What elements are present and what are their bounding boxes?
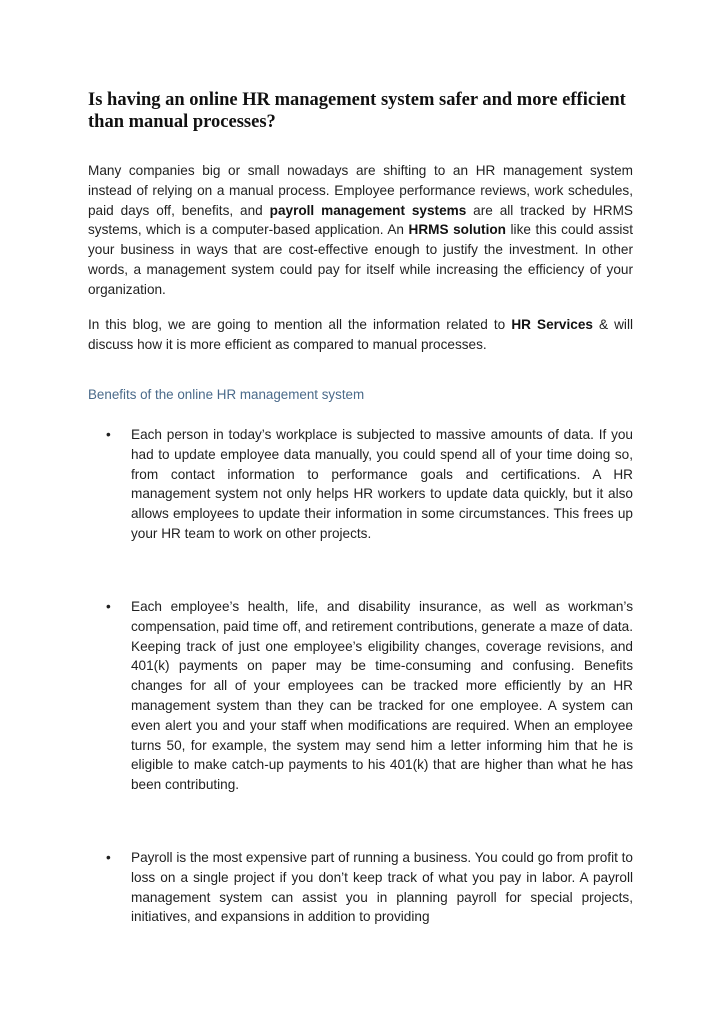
page-title: Is having an online HR management system safer and more efficient than manual processes? [88, 90, 626, 132]
hr-services-bold: HR Services [511, 317, 593, 332]
list-item [106, 425, 633, 544]
intro-text-2: are all tracked by HRMS systems, which is a computer-based application. An [88, 202, 633, 238]
intro-text-1: Many companies big or small nowadays are shifting to an HR management system instead of relying on a manual process. Employee performance reviews, work schedules, paid days off, benefits, and [88, 163, 633, 218]
list-item [106, 848, 633, 927]
list-item-text: Each person in today’s workplace is subjected to massive amounts of data. If you had to update employee data manually, you could spend all of your time doing so, from contact information to performance goals and certifications. A HR management system not only helps HR workers to update data quickly, but it also allows employees to update their information in some circumstances. This frees up your HR team to work on other projects. [131, 427, 633, 541]
bullet-icon: • [106, 850, 111, 865]
intro-paragraph [88, 161, 633, 300]
intro-text-3: like this could assist your business in ways that are cost-effective enough to justify the investment. In other words, a management system could pay for itself while increasing the efficiency of your organization. [88, 222, 633, 297]
bullet-icon: • [106, 599, 111, 614]
section-heading: Benefits of the online HR management system [88, 387, 365, 402]
list-item-text: Each employee’s health, life, and disability insurance, as well as workman’s compensation, paid time off, and retirement contributions, generate a maze of data. Keeping track of just one employee’s eligibility changes, coverage revisions, and 401(k) payments on paper may be time-consuming and confusing. Benefits changes for all of your employees can be tracked more efficiently by an HR management system than they can be tracked for one employee. A system can even alert you and your staff when modifications are required. When an employee turns 50, for example, the system may send him a letter informing him that he is eligible to make catch-up payments to his 401(k) that are higher than what he has been contributing. [131, 599, 633, 793]
bullet-icon: • [106, 427, 111, 442]
blog-paragraph [88, 315, 633, 355]
list-item [106, 597, 633, 795]
blog-text-2: & will discuss how it is more efficient as compared to manual processes. [88, 317, 633, 352]
blog-text-1: In this blog, we are going to mention all the information related to [88, 317, 512, 332]
hrms-solution-bold: HRMS solution [408, 222, 506, 238]
list-item-text: Payroll is the most expensive part of running a business. You could go from profit to loss on a single project if you don’t keep track of what you pay in labor. A payroll management system can assist you in planning payroll for special projects, initiatives, and expansions in addition to providing [131, 850, 633, 925]
payroll-management-systems-bold: payroll management systems [269, 202, 467, 218]
